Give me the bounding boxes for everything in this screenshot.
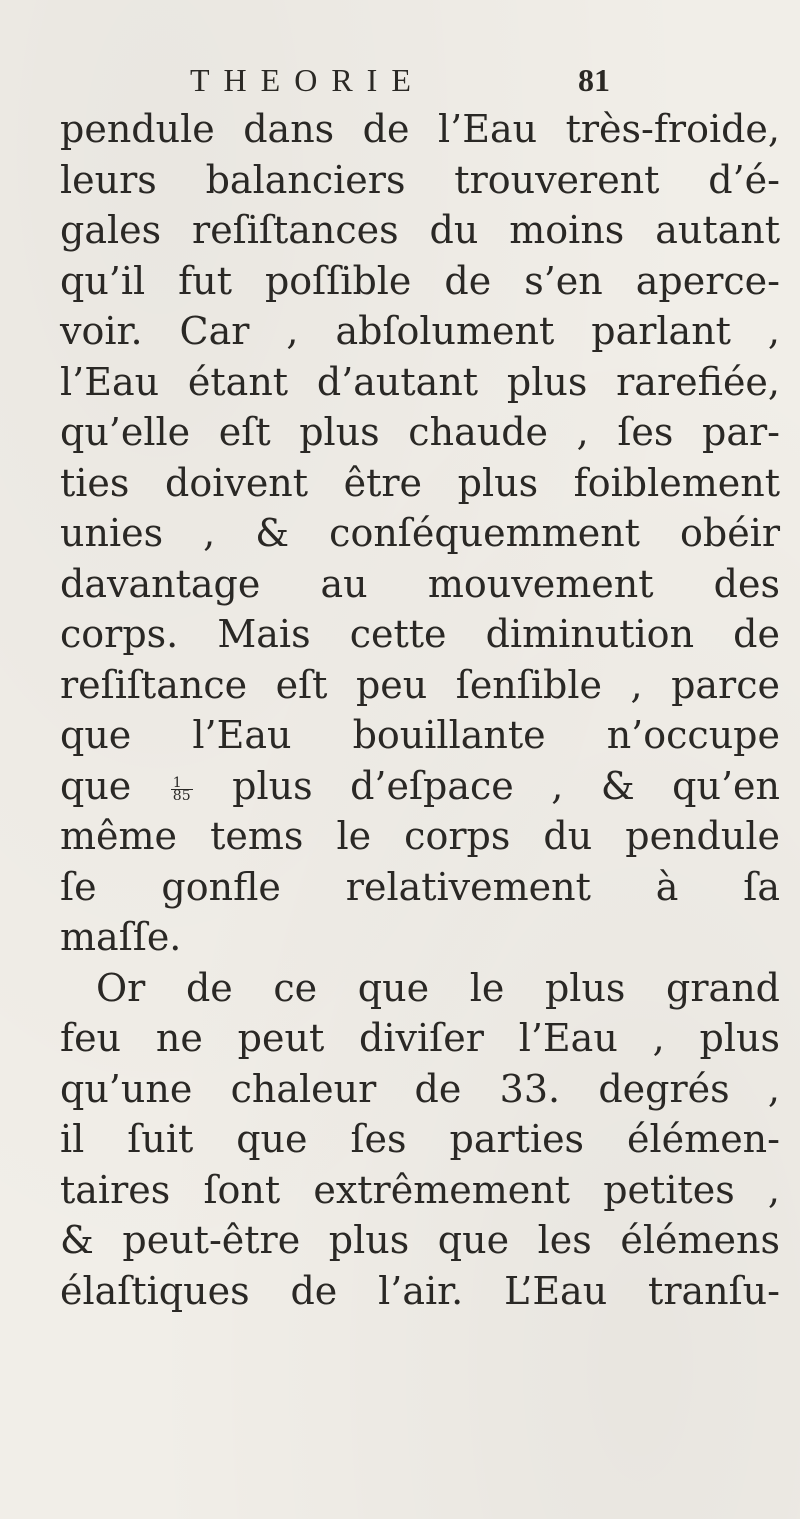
text-line: il ſuit que ſes parties élémen- xyxy=(60,1117,780,1161)
body-text xyxy=(60,104,780,1316)
text-line: ties doivent être plus foiblement xyxy=(60,460,780,505)
text-line: davantage au mouvement des xyxy=(60,561,780,606)
running-head xyxy=(190,62,610,102)
text-line: pendule dans de l’Eau très-froide, xyxy=(60,107,780,151)
fraction-denominator: 85 xyxy=(172,787,191,804)
text-fragment: que xyxy=(60,763,132,808)
text-line: voir. Car , abſolument parlant , xyxy=(60,309,780,353)
text-line: reſiſtance eſt peu ſenſible , parce xyxy=(60,662,780,707)
text-line: unies , & conſéquemment obéir xyxy=(60,511,780,555)
fraction-numerator: 1 xyxy=(171,777,193,790)
text-line: taires ſont extrêmement petites , xyxy=(60,1167,780,1212)
text-line: qu’elle eſt plus chaude , ſes par- xyxy=(60,410,780,454)
text-line: leurs balanciers trouverent d’é- xyxy=(60,157,780,202)
text-line: gales reſiſtances du moins autant xyxy=(60,208,780,252)
text-line: ſe gonfle relativement à ſa xyxy=(60,864,780,909)
text-line: corps. Mais cette diminution de xyxy=(60,612,780,656)
text-line: qu’une chaleur de 33. degrés , xyxy=(60,1066,780,1111)
text-line: qu’il fut poſſible de s’en aperce- xyxy=(60,258,780,303)
page-number: 81 xyxy=(578,62,610,98)
text-line-with-fraction xyxy=(60,761,780,812)
text-line: & peut-être plus que les élémens xyxy=(60,1218,780,1262)
running-head-title: THEORIE xyxy=(190,62,425,98)
text-line: feu ne peut diviſer l’Eau , plus xyxy=(60,1016,780,1060)
text-line: que l’Eau bouillante n’occupe xyxy=(60,713,780,757)
text-line: élaſtiques de l’air. L’Eau tranſu- xyxy=(60,1268,780,1313)
text-fragment: plus d’eſpace , & qu’en xyxy=(232,763,780,808)
text-line: maſſe. xyxy=(60,915,182,959)
text-line: même tems le corps du pendule xyxy=(60,814,780,858)
text-line: Or de ce que le plus grand xyxy=(96,965,780,1010)
fraction xyxy=(171,774,193,804)
text-line: l’Eau étant d’autant plus rarefiée, xyxy=(60,359,780,404)
